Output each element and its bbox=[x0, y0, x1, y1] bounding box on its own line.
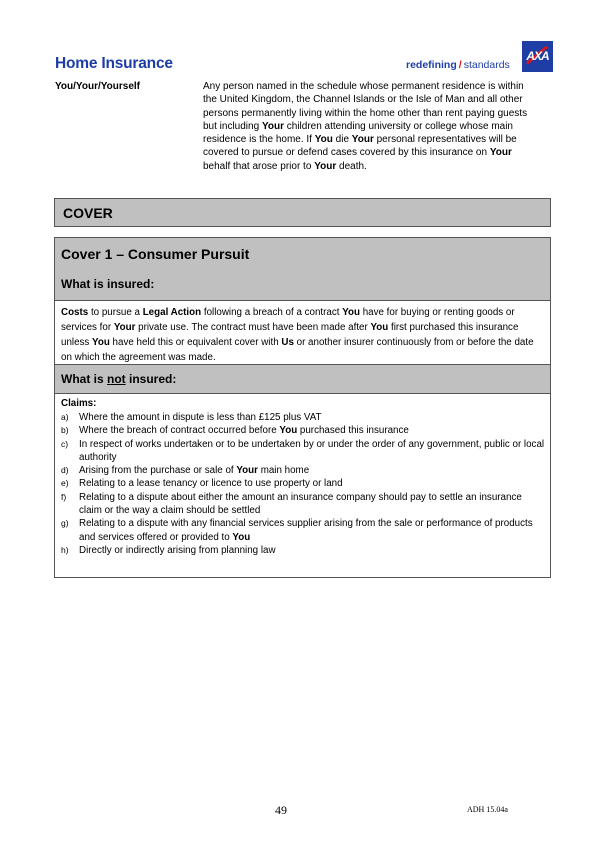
text-segment: die bbox=[332, 134, 352, 146]
text-segment: following a breach of a contract bbox=[201, 307, 343, 318]
brand-tagline bbox=[406, 59, 510, 71]
bold-term: Your bbox=[314, 160, 337, 172]
text-segment: purchased this insurance bbox=[297, 425, 409, 437]
text-segment: behalf that arose prior to bbox=[203, 160, 315, 172]
bold-term: Us bbox=[281, 337, 294, 348]
claim-letter: g) bbox=[61, 518, 69, 529]
not-insured-post: insured: bbox=[125, 372, 177, 386]
bold-term: You bbox=[279, 425, 298, 437]
document-title: Home Insurance bbox=[55, 55, 173, 72]
text-segment: Any person named in the schedule whose permanent residence is within the United Kingdom, the Channel Islands or the Isle of Man and all other persons permanently living within the home other than rent paying guests but including bbox=[203, 81, 528, 132]
claim-letter: b) bbox=[61, 425, 69, 436]
claim-exclusion-item bbox=[61, 424, 547, 437]
axa-logo bbox=[522, 41, 553, 72]
text-segment: Relating to a dispute with any financial services supplier arising from the sale or performance of products and services offered or provided to bbox=[79, 518, 533, 543]
claim-exclusion-item bbox=[61, 491, 547, 518]
axa-logo-text: AXA bbox=[526, 49, 549, 63]
what-is-insured-heading: What is insured: bbox=[61, 277, 155, 291]
not-insured-underlined: not bbox=[107, 372, 126, 386]
text-segment: Arising from the purchase or sale of bbox=[79, 465, 237, 477]
tagline-slash: / bbox=[458, 59, 462, 71]
bold-term: Your bbox=[236, 465, 258, 477]
bold-term: Your bbox=[113, 322, 136, 333]
text-segment: Relating to a lease tenancy or licence to use property or land bbox=[79, 478, 343, 490]
claims-label: Claims: bbox=[61, 398, 97, 409]
claim-exclusion-item bbox=[61, 411, 547, 424]
text-segment: Directly or indirectly arising from planning law bbox=[79, 544, 276, 556]
document-reference: ADH 15.04a bbox=[467, 805, 508, 814]
claim-letter: a) bbox=[61, 412, 69, 422]
text-segment: death. bbox=[336, 160, 367, 172]
claim-exclusion-item bbox=[61, 477, 547, 490]
claim-exclusion-item bbox=[61, 544, 547, 557]
page-header bbox=[55, 49, 555, 76]
definition-term: You/Your/Yourself bbox=[55, 81, 141, 92]
bold-term: Your bbox=[489, 147, 512, 159]
claim-letter: f) bbox=[61, 491, 67, 502]
cover-heading-box bbox=[54, 198, 551, 227]
claim-exclusion-item bbox=[61, 464, 547, 477]
not-insured-header-bar bbox=[55, 364, 550, 394]
text-segment: personal representatives will be covered to pursue or defend cases covered by this insurance on bbox=[203, 134, 517, 159]
text-segment: private use. The contract must have been made after bbox=[135, 322, 371, 333]
text-segment: to pursue a bbox=[88, 307, 143, 318]
tagline-redefining: redefining bbox=[406, 59, 457, 71]
text-segment: first purchased this insurance unless bbox=[61, 322, 519, 348]
claim-letter: h) bbox=[61, 544, 69, 555]
bold-term: Your bbox=[351, 134, 374, 146]
bold-term: You bbox=[232, 531, 251, 543]
bold-term: Costs bbox=[61, 307, 89, 318]
bold-term: You bbox=[370, 322, 389, 333]
text-segment: main home bbox=[257, 465, 310, 477]
bold-term: Your bbox=[261, 120, 284, 132]
claim-exclusion-item bbox=[61, 517, 547, 544]
claim-letter: e) bbox=[61, 478, 69, 489]
text-segment: In respect of works undertaken or to be undertaken by or under the order of any government, public or local authority bbox=[79, 438, 545, 463]
not-insured-pre: What is bbox=[61, 372, 108, 386]
bold-term: You bbox=[92, 337, 110, 348]
text-segment: Where the breach of contract occurred before bbox=[79, 425, 280, 437]
text-segment: have held this or equivalent cover with bbox=[109, 337, 282, 348]
section-title: Cover 1 – Consumer Pursuit bbox=[61, 246, 250, 262]
claim-letter: d) bbox=[61, 465, 69, 476]
bold-term: You bbox=[342, 307, 360, 318]
claim-exclusion-item bbox=[61, 438, 547, 465]
cover-heading: COVER bbox=[63, 205, 113, 221]
section-header-bar bbox=[55, 238, 550, 301]
bold-term: Legal Action bbox=[142, 307, 202, 318]
text-segment: have for buying or renting goods or services for bbox=[61, 307, 515, 333]
text-segment: Relating to a dispute about either the amount an insurance company should pay to settle an insurance claim or the way a claim should be settled bbox=[79, 491, 522, 517]
text-segment: or another insurer continuously from or before the date on which the agreement was made. bbox=[61, 337, 534, 363]
claims-list bbox=[61, 411, 547, 557]
tagline-standards: standards bbox=[463, 59, 510, 71]
text-segment: Where the amount in dispute is less than £125 plus VAT bbox=[79, 412, 322, 423]
claim-letter: c) bbox=[61, 438, 69, 449]
what-is-not-insured-heading bbox=[61, 372, 176, 386]
definition-text bbox=[203, 80, 533, 173]
cover-section-box bbox=[54, 237, 551, 578]
bold-term: You bbox=[314, 134, 333, 146]
page-number: 49 bbox=[275, 803, 287, 817]
what-is-insured-text bbox=[61, 305, 547, 365]
text-segment: children attending university or college whose main residence is the home. If bbox=[203, 120, 513, 146]
